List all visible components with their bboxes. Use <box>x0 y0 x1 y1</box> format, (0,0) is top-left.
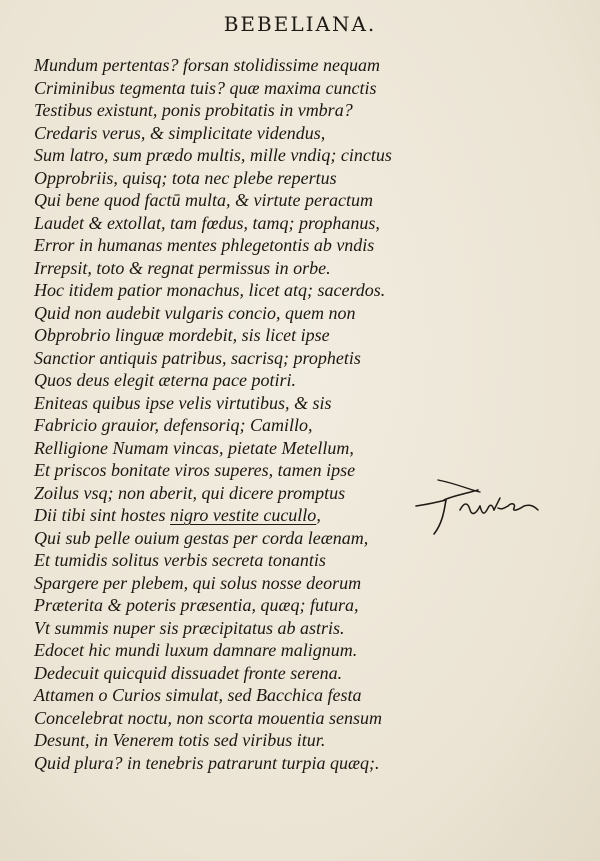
verse-line: Testibus existunt, ponis probitatis in vmbra? <box>34 100 353 120</box>
handwriting-mark-icon <box>408 476 558 546</box>
verse-line: Et priscos bonitate viros superes, tamen ipse <box>34 460 356 480</box>
verse-text: , <box>316 505 321 525</box>
verse-line: Laudet & extollat, tam fœdus, tamq; prophanus, <box>34 212 380 233</box>
verse-line: Qui sub pelle ouium gestas per corda leænam, <box>34 527 369 548</box>
verse-line: Sum latro, sum prædo multis, mille vndiq; cinctus <box>34 145 392 165</box>
verse-line: Vt summis nuper sis præcipitatus ab astris. <box>34 617 345 638</box>
verse-line: Hoc itidem patior monachus, licet atq; sacerdos. <box>34 280 386 300</box>
verse-line: Spargere per plebem, qui solus nosse deorum <box>34 572 362 593</box>
verse-line: Obprobrio linguæ mordebit, sis licet ipse <box>34 325 330 345</box>
underlined-phrase: nigro vestite cucullo <box>170 505 317 525</box>
verse-line: Concelebrat noctu, non scorta mouentia sensum <box>34 707 382 728</box>
verse-line: Credaris verus, & simplicitate videndus, <box>34 122 326 143</box>
verse-line: Et tumidis solitus verbis secreta tonantis <box>34 550 326 570</box>
verse-line: Opprobriis, quisq; tota nec plebe repertus <box>34 167 337 188</box>
verse-line: Quos deus elegit æterna pace potiri. <box>34 370 296 390</box>
verse-line: Irrepsit, toto & regnat permissus in orbe. <box>34 257 331 278</box>
handwritten-marginal-note <box>408 476 558 546</box>
verse-line: Criminibus tegmenta tuis? quæ maxima cunctis <box>34 77 377 98</box>
verse-line: Quid non audebit vulgaris concio, quem non <box>34 302 356 323</box>
verse-line: Error in humanas mentes phlegetontis ab vndis <box>34 235 375 255</box>
verse-line: Fabricio grauior, defensoriq; Camillo, <box>34 415 313 435</box>
verse-line: Desunt, in Venerem totis sed viribus itur. <box>34 730 326 750</box>
verse-line: Dedecuit quicquid dissuadet fronte serena. <box>34 662 343 683</box>
verse-line: Sanctior antiquis patribus, sacrisq; prophetis <box>34 347 361 368</box>
verse-line: Eniteas quibus ipse velis virtutibus, & sis <box>34 392 332 413</box>
verse-line: Attamen o Curios simulat, sed Bacchica festa <box>34 685 362 705</box>
verse-line: Qui bene quod factū multa, & virtute peractum <box>34 190 373 210</box>
verse-line: Relligione Numam vincas, pietate Metellum, <box>34 437 354 458</box>
verse-line: Edocet hic mundi luxum damnare malignum. <box>34 640 358 660</box>
verse-list <box>34 54 474 774</box>
running-head: BEBELIANA. <box>223 12 377 36</box>
verse-line: Mundum pertentas? forsan stolidissime nequam <box>34 55 380 75</box>
verse-text: Dii tibi sint hostes <box>34 505 171 525</box>
verse-line: Zoilus vsq; non aberit, qui dicere promptus <box>34 482 346 503</box>
verse-line: Præterita & poteris præsentia, quæq; futura, <box>34 595 359 615</box>
verse-line: Quid plura? in tenebris patrarunt turpia quæq;. <box>34 752 380 773</box>
